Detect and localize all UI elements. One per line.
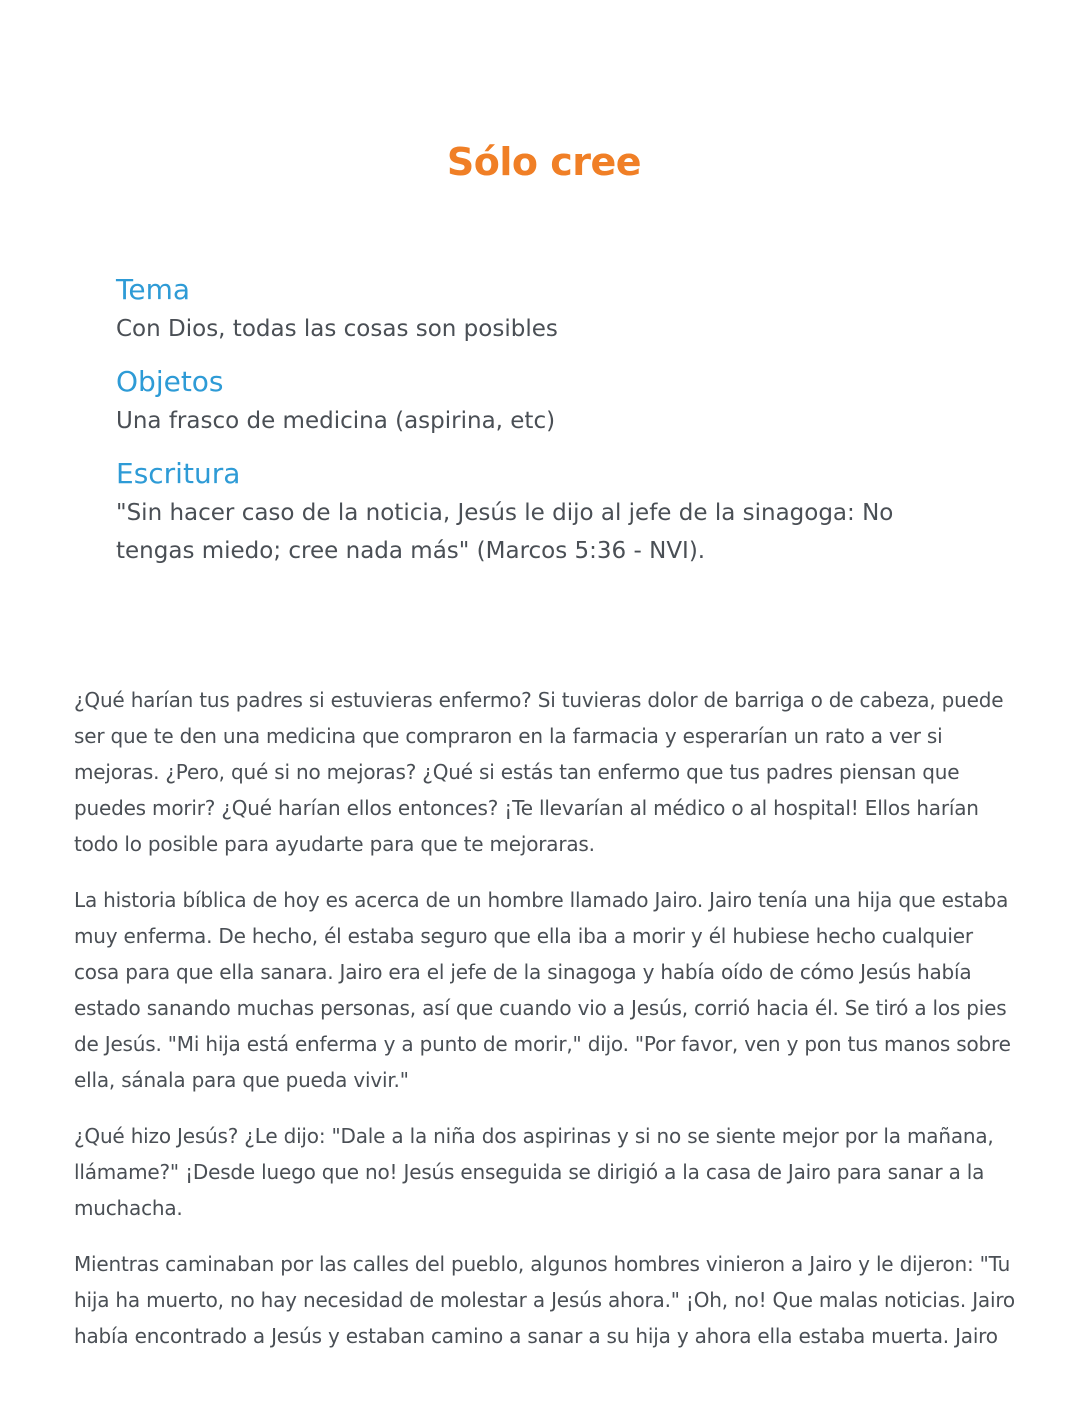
objects-heading: Objetos [116,365,224,398]
scripture-section [116,454,976,570]
body-paragraph: Mientras caminaban por las calles del pueblo, algunos hombres vinieron a Jairo y le dijeron: "Tu hija ha muerto, no hay necesidad de molestar a Jesús ahora." ¡Oh, no! Que malas noticias. Jairo había encontrado a Jesús y estaban camino a sanar a su hija y ahora ella estaba muerta. Jairo [74,1252,1015,1348]
objects-text: Una frasco de medicina (aspirina, etc) [116,408,556,434]
scripture-heading: Escritura [116,457,241,490]
lesson-body [74,682,1022,1374]
theme-heading: Tema [116,273,191,306]
body-paragraph: ¿Qué hizo Jesús? ¿Le dijo: "Dale a la niña dos aspirinas y si no se siente mejor por la mañana, llámame?" ¡Desde luego que no! Jesús enseguida se dirigió a la casa de Jairo para sanar a la muchacha. [74,1124,994,1220]
lesson-info [116,270,976,584]
page-title: Sólo cree [446,140,642,184]
theme-section [116,270,976,348]
scripture-text: "Sin hacer caso de la noticia, Jesús le dijo al jefe de la sinagoga: No tengas miedo; cree nada más" (Marcos 5:36 - NVI). [116,500,894,564]
theme-text: Con Dios, todas las cosas son posibles [116,316,558,342]
body-paragraph: La historia bíblica de hoy es acerca de un hombre llamado Jairo. Jairo tenía una hija que estaba muy enferma. De hecho, él estaba seguro que ella iba a morir y él hubiese hecho cualquier cosa para que ella sanara. Jairo era el jefe de la sinagoga y había oído de cómo Jesús había estado sanando muchas personas, así que cuando vio a Jesús, corrió hacia él. Se tiró a los pies de Jesús. "Mi hija está enferma y a punto de morir," dijo. "Por favor, ven y pon tus manos sobre ella, sánala para que pueda vivir." [74,888,1011,1092]
objects-section [116,362,976,440]
body-paragraph: ¿Qué harían tus padres si estuvieras enfermo? Si tuvieras dolor de barriga o de cabeza, puede ser que te den una medicina que compraron en la farmacia y esperarían un rato a ver si mejoras. ¿Pero, qué si no mejoras? ¿Qué si estás tan enfermo que tus padres piensan que puedes morir? ¿Qué harían ellos entonces? ¡Te llevarían al médico o al hospital! Ellos harían todo lo posible para ayudarte para que te mejoraras. [74,688,1004,856]
